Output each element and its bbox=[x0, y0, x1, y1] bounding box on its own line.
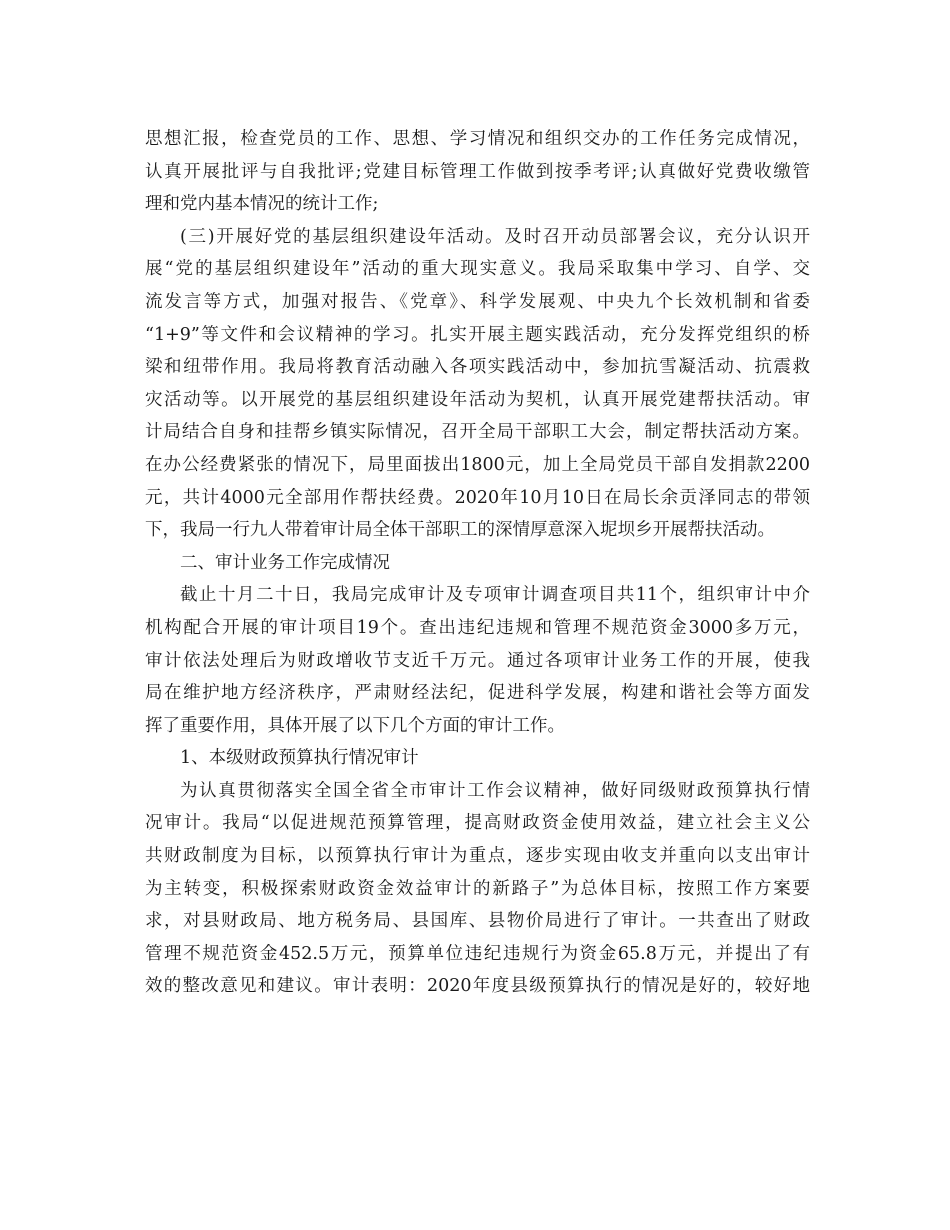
text-line bbox=[145, 840, 810, 873]
line-text: 为主转变，积极探索财政资金效益审计的新路子”为总体目标，按照工作方案要 bbox=[145, 878, 810, 899]
subsection-heading bbox=[145, 742, 810, 775]
text-line bbox=[145, 677, 810, 710]
text-line bbox=[145, 351, 810, 384]
line-text: 挥了重要作用，具体开展了以下几个方面的审计工作。 bbox=[145, 715, 565, 736]
text-line bbox=[145, 807, 810, 840]
heading-text: 1、本级财政预算执行情况审计 bbox=[180, 748, 419, 769]
text-line bbox=[145, 645, 810, 678]
text-line bbox=[145, 905, 810, 938]
line-text: 管理不规范资金452.5万元，预算单位违纪违规行为资金65.8万元，并提出了有 bbox=[145, 943, 810, 964]
text-line bbox=[145, 253, 810, 286]
line-text: 计局结合自身和挂帮乡镇实际情况，召开全局干部职工大会，制定帮扶活动方案。 bbox=[145, 422, 810, 443]
heading-text: 二、审计业务工作完成情况 bbox=[180, 552, 390, 573]
line-text: (三)开展好党的基层组织建设年活动。及时召开动员部署会议，充分认识开 bbox=[180, 226, 810, 247]
line-text: 审计依法处理后为财政增收节支近千万元。通过各项审计业务工作的开展，使我 bbox=[145, 650, 810, 671]
line-text: 局在维护地方经济秩序，严肃财经法纪，促进科学发展，构建和谐社会等方面发 bbox=[145, 683, 810, 704]
text-line bbox=[145, 970, 810, 1003]
line-text: 认真开展批评与自我批评;党建目标管理工作做到按季考评;认真做好党费收缴管 bbox=[145, 161, 810, 182]
text-line bbox=[145, 938, 810, 971]
line-text: 效的整改意见和建议。审计表明：2020年度县级预算执行的情况是好的，较好地 bbox=[145, 976, 810, 997]
text-line bbox=[145, 612, 810, 645]
text-line bbox=[145, 482, 810, 515]
line-text: “1+9”等文件和会议精神的学习。扎实开展主题实践活动，充分发挥党组织的桥 bbox=[145, 324, 810, 345]
text-line bbox=[145, 514, 810, 547]
section-heading bbox=[145, 547, 810, 580]
text-line bbox=[145, 416, 810, 449]
line-text: 流发言等方式，加强对报告、《党章》、科学发展观、中央九个长效机制和省委 bbox=[145, 291, 810, 312]
line-text: 求，对县财政局、地方税务局、县国库、县物价局进行了审计。一共查出了财政 bbox=[145, 911, 810, 932]
line-text: 展“党的基层组织建设年”活动的重大现实意义。我局采取集中学习、自学、交 bbox=[145, 259, 810, 280]
paragraph-start-line bbox=[145, 221, 810, 254]
document-body bbox=[145, 123, 810, 1003]
line-text: 元，共计4000元全部用作帮扶经费。2020年10月10日在局长余贡泽同志的带领 bbox=[145, 487, 810, 508]
line-text: 理和党内基本情况的统计工作; bbox=[145, 194, 379, 215]
paragraph-start-line bbox=[145, 579, 810, 612]
line-text: 机构配合开展的审计项目19个。查出违纪违规和管理不规范资金3000多万元， bbox=[145, 617, 810, 638]
text-line bbox=[145, 188, 810, 221]
text-line bbox=[145, 156, 810, 189]
text-line bbox=[145, 123, 810, 156]
line-text: 况审计。我局“以促进规范预算管理，提高财政资金使用效益，建立社会主义公 bbox=[145, 813, 810, 834]
line-text: 在办公经费紧张的情况下，局里面拔出1800元，加上全局党员干部自发捐款2200 bbox=[145, 454, 810, 475]
line-text: 灾活动等。以开展党的基层组织建设年活动为契机，认真开展党建帮扶活动。审 bbox=[145, 389, 810, 410]
line-text: 思想汇报，检查党员的工作、思想、学习情况和组织交办的工作任务完成情况， bbox=[145, 129, 810, 149]
text-line bbox=[145, 286, 810, 319]
text-line bbox=[145, 319, 810, 352]
paragraph-start-line bbox=[145, 775, 810, 808]
line-text: 梁和纽带作用。我局将教育活动融入各项实践活动中，参加抗雪凝活动、抗震救 bbox=[145, 357, 810, 378]
line-text: 截止十月二十日，我局完成审计及专项审计调查项目共11个，组织审计中介 bbox=[180, 585, 810, 606]
line-text: 下，我局一行九人带着审计局全体干部职工的深情厚意深入坭坝乡开展帮扶活动。 bbox=[145, 520, 775, 541]
text-line bbox=[145, 449, 810, 482]
line-text: 为认真贯彻落实全国全省全市审计工作会议精神，做好同级财政预算执行情 bbox=[180, 780, 810, 801]
line-text: 共财政制度为目标，以预算执行审计为重点，逐步实现由收支并重向以支出审计 bbox=[145, 846, 810, 867]
text-line bbox=[145, 710, 810, 743]
text-line bbox=[145, 384, 810, 417]
text-line bbox=[145, 873, 810, 906]
